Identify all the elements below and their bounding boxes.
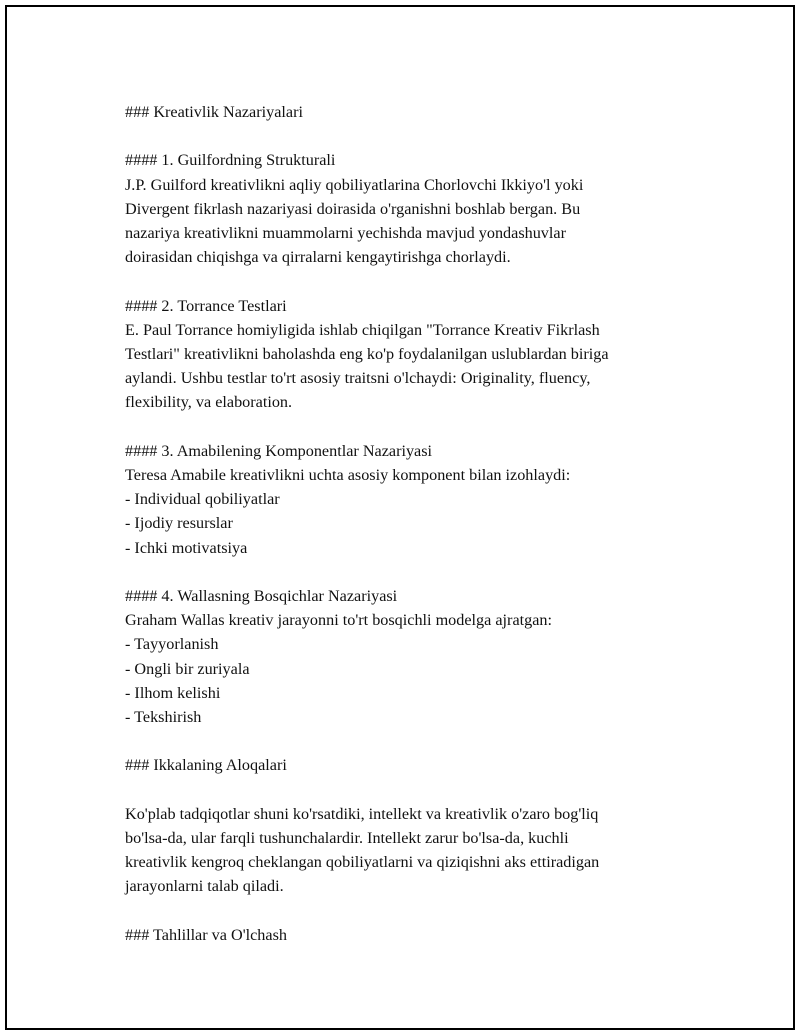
paragraph-line: nazariya kreativlikni muammolarni yechishda mavjud yondashuvlar bbox=[125, 224, 566, 242]
paragraph-line: doirasidan chiqishga va qirralarni kengaytirishga chorlaydi. bbox=[125, 248, 511, 267]
paragraph-line: Testlari" kreativlikni baholashda eng ko'p foydalanilgan uslublardan biriga bbox=[125, 345, 609, 363]
paragraph-line: Teresa Amabile kreativlikni uchta asosiy komponent bilan izohlaydi: bbox=[125, 466, 571, 484]
blank-line bbox=[125, 729, 685, 753]
blank-line bbox=[125, 269, 685, 293]
paragraph-line: Divergent fikrlash nazariyasi doirasida o'rganishni boshlab bergan. Bu bbox=[125, 199, 581, 218]
list-item: - Ongli bir zuriyala bbox=[125, 659, 250, 678]
blank-line bbox=[125, 778, 685, 802]
document-title: ### Kreativlik Nazariyalari bbox=[125, 103, 303, 121]
blank-line bbox=[125, 124, 685, 148]
section-heading-amabile: #### 3. Amabilening Komponentlar Nazariyasi bbox=[125, 441, 433, 460]
section-heading-guilford: #### 1. Guilfordning Strukturali bbox=[125, 151, 336, 170]
paragraph-line: J.P. Guilford kreativlikni aqliy qobiliyatlarina Chorlovchi Ikkiyo'l yoki bbox=[125, 175, 584, 194]
document-body bbox=[125, 100, 685, 947]
blank-line bbox=[125, 560, 685, 584]
list-item: - Individual qobiliyatlar bbox=[125, 490, 280, 509]
paragraph-line: Graham Wallas kreativ jarayonni to'rt bosqichli modelga ajratgan: bbox=[125, 611, 552, 630]
paragraph-line: flexibility, va elaboration. bbox=[125, 393, 293, 412]
list-item: - Ilhom kelishi bbox=[125, 683, 221, 702]
section-heading-analysis: ### Tahlillar va O'lchash bbox=[125, 925, 287, 944]
paragraph-line: aylandi. Ushbu testlar to'rt asosiy traitsni o'lchaydi: Originality, fluency, bbox=[125, 369, 591, 388]
paragraph-line: bo'lsa-da, ular farqli tushunchalardir. Intellekt zarur bo'lsa-da, kuchli bbox=[125, 829, 569, 847]
page-frame bbox=[5, 5, 795, 1030]
list-item: - Ijodiy resurslar bbox=[125, 514, 233, 533]
section-heading-wallas: #### 4. Wallasning Bosqichlar Nazariyasi bbox=[125, 587, 398, 605]
paragraph-line: kreativlik kengroq cheklangan qobiliyatlarni va qiziqishni aks ettiradigan bbox=[125, 853, 600, 872]
paragraph-line: E. Paul Torrance homiyligida ishlab chiqilgan "Torrance Kreativ Fikrlash bbox=[125, 320, 600, 339]
list-item: - Tayyorlanish bbox=[125, 635, 219, 654]
list-item: - Ichki motivatsiya bbox=[125, 538, 248, 557]
section-heading-relations: ### Ikkalaning Aloqalari bbox=[125, 756, 287, 775]
blank-line bbox=[125, 899, 685, 923]
section-heading-torrance: #### 2. Torrance Testlari bbox=[125, 296, 287, 315]
paragraph-line: jarayonlarni talab qiladi. bbox=[125, 877, 284, 896]
blank-line bbox=[125, 415, 685, 439]
paragraph-line: Ko'plab tadqiqotlar shuni ko'rsatdiki, intellekt va kreativlik o'zaro bog'liq bbox=[125, 804, 599, 823]
list-item: - Tekshirish bbox=[125, 708, 202, 727]
